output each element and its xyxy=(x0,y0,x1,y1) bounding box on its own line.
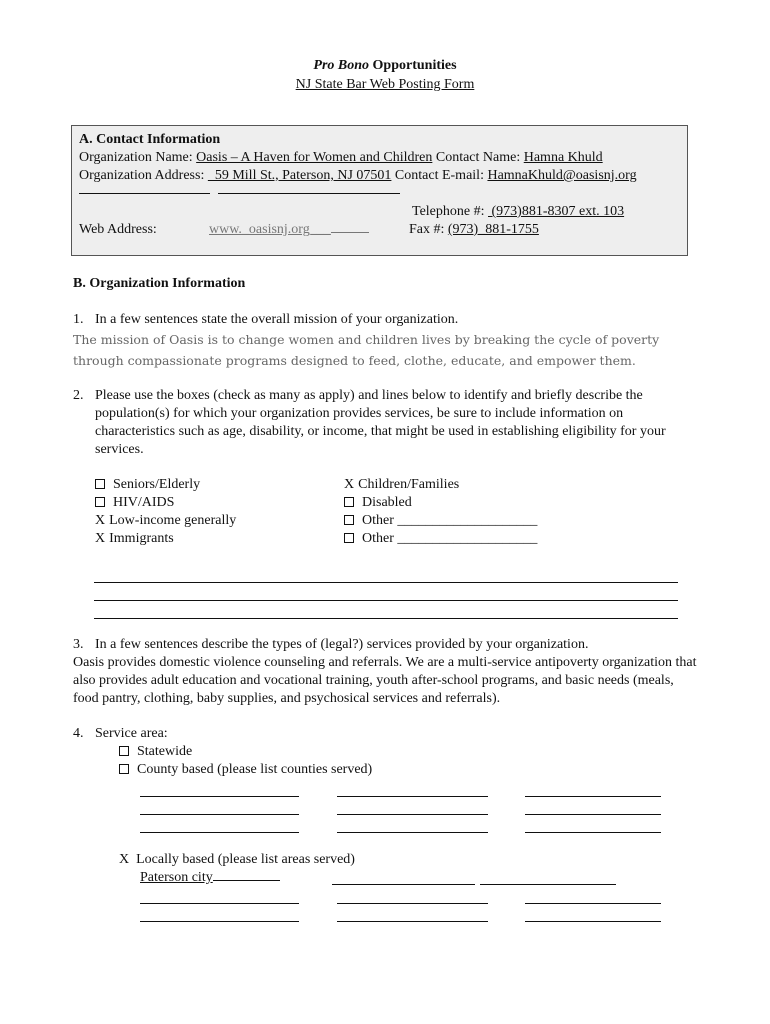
population-option[interactable] xyxy=(95,512,236,530)
check-mark[interactable]: X xyxy=(344,477,355,492)
question-3-text: In a few sentences describe the types of (legal?) services provided by your organization. xyxy=(95,637,589,652)
org-name-row xyxy=(79,149,603,167)
county-line[interactable] xyxy=(525,796,661,797)
telephone-label: Telephone #: xyxy=(412,204,488,219)
local-line[interactable] xyxy=(525,921,661,922)
county-option[interactable] xyxy=(119,761,372,779)
local-line[interactable] xyxy=(525,903,661,904)
question-2 xyxy=(73,387,693,459)
mission-answer[interactable]: The mission of Oasis is to change women and children lives by breaking the cycle of poverty through compassionate programs designed to feed, clothe, educate, and empower them. xyxy=(73,332,660,368)
county-line[interactable] xyxy=(140,832,299,833)
telephone-row xyxy=(412,203,624,221)
population-label: Immigrants xyxy=(109,531,174,546)
population-checkbox[interactable] xyxy=(344,497,354,507)
county-checkbox[interactable] xyxy=(119,764,129,774)
county-line[interactable] xyxy=(525,814,661,815)
address-line-3[interactable] xyxy=(218,182,400,194)
question-4 xyxy=(73,725,693,743)
email-value[interactable]: HamnaKhuld@oasisnj.org xyxy=(487,168,637,183)
local-area-1[interactable] xyxy=(140,869,280,887)
web-address-label: Web Address: xyxy=(79,222,157,237)
form-header xyxy=(0,57,770,94)
population-label: HIV/AIDS xyxy=(113,495,175,510)
population-option[interactable] xyxy=(95,476,236,494)
population-option[interactable] xyxy=(95,530,236,548)
org-address-value[interactable]: 59 Mill St., Paterson, NJ 07501 xyxy=(207,168,392,183)
question-2-text: Please use the boxes (check as many as apply) and lines below to identify and briefly describe the population(s) for which your organization provides services, be sure to include information on characteristics such as age, disability, or income, that might be used in establishing eligibility for your services. xyxy=(95,388,666,457)
local-line[interactable] xyxy=(332,884,475,885)
county-line[interactable] xyxy=(525,832,661,833)
local-label: Locally based (please list areas served) xyxy=(136,852,355,867)
description-line[interactable] xyxy=(94,583,678,601)
org-name-value[interactable]: Oasis – A Haven for Women and Children xyxy=(196,150,433,165)
question-1-text: In a few sentences state the overall mission of your organization. xyxy=(95,312,459,327)
local-line[interactable] xyxy=(337,921,488,922)
check-mark[interactable]: X xyxy=(95,531,106,546)
contact-information-box xyxy=(71,125,688,256)
population-label: Seniors/Elderly xyxy=(113,477,201,492)
local-line[interactable] xyxy=(480,884,616,885)
fax-value[interactable]: (973)_881-1755 xyxy=(447,222,539,237)
population-label: Other ____________________ xyxy=(362,531,538,546)
population-label: Other ____________________ xyxy=(362,513,538,528)
question-1 xyxy=(73,311,693,329)
statewide-label: Statewide xyxy=(137,744,193,759)
population-checkbox[interactable] xyxy=(95,479,105,489)
fax-label: Fax #: xyxy=(409,222,448,237)
fax-row xyxy=(409,221,539,239)
county-line[interactable] xyxy=(337,832,488,833)
question-3 xyxy=(73,636,693,654)
org-name-label: Organization Name: xyxy=(79,150,197,165)
county-line[interactable] xyxy=(140,796,299,797)
population-checkbox[interactable] xyxy=(344,515,354,525)
web-address-value[interactable]: www._oasisnj.org___ xyxy=(209,222,331,237)
population-option[interactable] xyxy=(95,494,236,512)
local-line[interactable] xyxy=(140,903,299,904)
population-option[interactable] xyxy=(344,494,537,512)
population-description-lines xyxy=(94,565,678,619)
email-label: Contact E-mail: xyxy=(391,168,488,183)
population-label: Low-income generally xyxy=(109,513,237,528)
county-label: County based (please list counties served) xyxy=(137,762,373,777)
local-area-1-blank xyxy=(213,869,280,881)
contact-heading: A. Contact Information xyxy=(79,132,221,147)
address-extra-lines xyxy=(79,182,400,200)
org-info-heading: B. Organization Information xyxy=(73,276,246,291)
population-label: Disabled xyxy=(362,495,412,510)
telephone-value[interactable]: (973)881-8307 ext. 103 xyxy=(488,204,625,219)
title-rest: Opportunities xyxy=(369,58,457,73)
population-option[interactable] xyxy=(344,530,537,548)
web-address-blank xyxy=(331,221,369,233)
local-line[interactable] xyxy=(337,903,488,904)
population-checklist-right xyxy=(344,476,537,548)
form-subtitle: NJ State Bar Web Posting Form xyxy=(295,77,475,92)
contact-name-label: Contact Name: xyxy=(432,150,524,165)
org-address-label: Organization Address: xyxy=(79,168,208,183)
description-line[interactable] xyxy=(94,565,678,583)
question-3-number: 3. xyxy=(73,637,84,652)
population-checkbox[interactable] xyxy=(95,497,105,507)
web-address-field xyxy=(209,221,369,239)
contact-name-value[interactable]: Hamna Khuld xyxy=(523,150,603,165)
local-line[interactable] xyxy=(140,921,299,922)
question-4-text: Service area: xyxy=(95,726,168,741)
population-checkbox[interactable] xyxy=(344,533,354,543)
population-option[interactable] xyxy=(344,476,537,494)
local-check-mark[interactable]: X xyxy=(119,852,130,867)
population-label: Children/Families xyxy=(358,477,460,492)
statewide-checkbox[interactable] xyxy=(119,746,129,756)
local-option[interactable] xyxy=(119,851,355,869)
check-mark[interactable]: X xyxy=(95,513,106,528)
question-4-number: 4. xyxy=(73,726,84,741)
services-answer[interactable]: Oasis provides domestic violence counseling and referrals. We are a multi-service antipoverty organization that also provides adult education and vocational training, youth after-school programs, and basic needs (meals, food pantry, clothing, baby supplies, and psychosical services and referrals). xyxy=(73,655,697,706)
local-area-1-value[interactable]: Paterson city xyxy=(140,870,213,885)
question-2-number: 2. xyxy=(73,388,84,403)
question-1-number: 1. xyxy=(73,312,84,327)
population-checklist-left xyxy=(95,476,236,548)
description-line[interactable] xyxy=(94,601,678,619)
service-area-options xyxy=(119,743,372,779)
population-option[interactable] xyxy=(344,512,537,530)
county-line[interactable] xyxy=(337,814,488,815)
title-italic: Pro Bono xyxy=(313,58,370,73)
address-line-2[interactable] xyxy=(79,182,210,194)
county-line[interactable] xyxy=(337,796,488,797)
statewide-option[interactable] xyxy=(119,743,372,761)
county-line[interactable] xyxy=(140,814,299,815)
form-title xyxy=(0,57,770,75)
